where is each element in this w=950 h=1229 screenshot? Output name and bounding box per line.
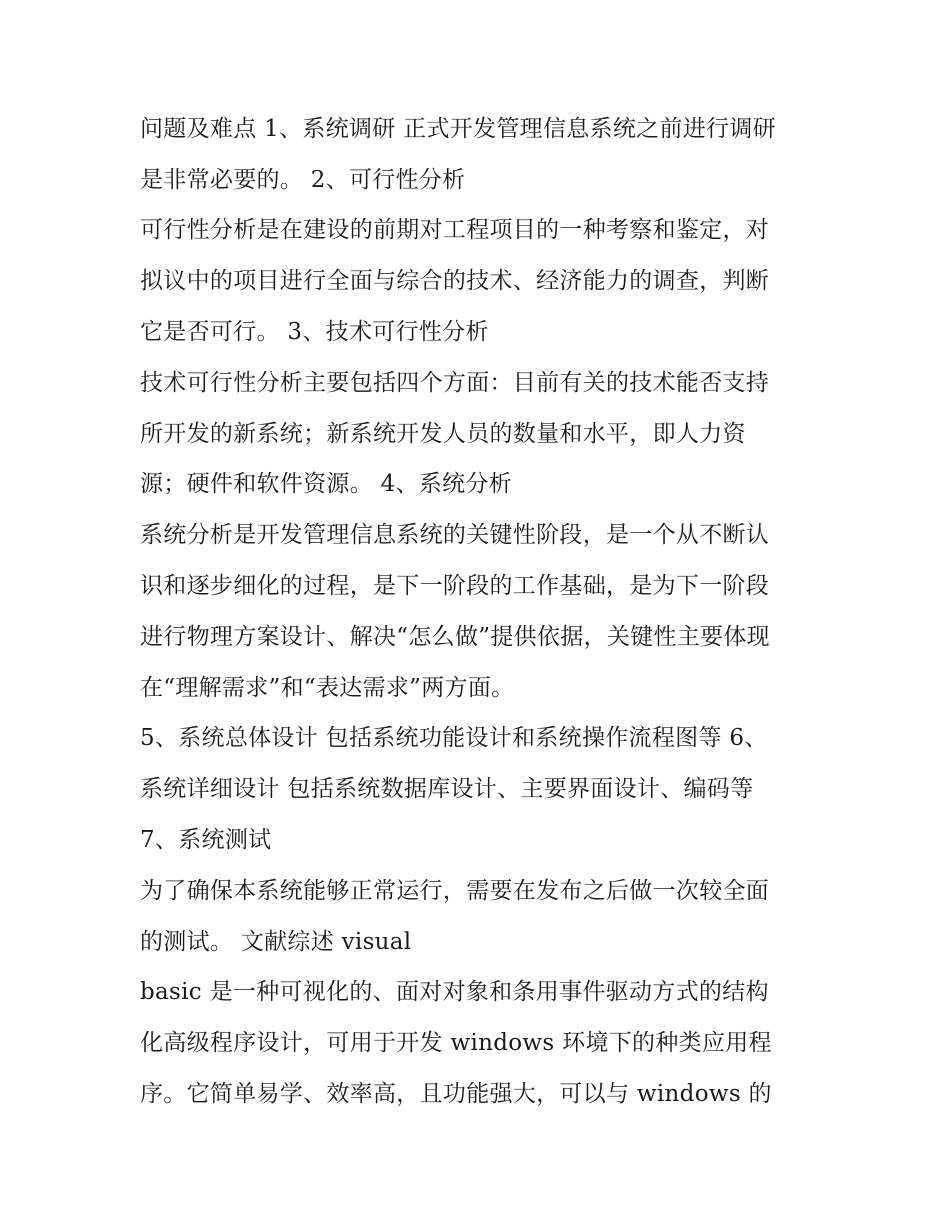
text-line: 在“理解需求”和“表达需求”两方面。: [140, 675, 515, 701]
text-line: 5、系统总体设计 包括系统功能设计和系统操作流程图等 6、: [140, 725, 768, 751]
text-line: 是非常必要的。 2、可行性分析: [140, 167, 466, 193]
text-line: 识和逐步细化的过程，是下一阶段的工作基础，是为下一阶段: [140, 573, 770, 599]
text-line: 进行物理方案设计、解决“怎么做”提供依据，关键性主要体现: [140, 624, 770, 650]
text-line: 序。它简单易学、效率高，且功能强大，可以与 windows 的: [140, 1081, 772, 1107]
text-line: 它是否可行。 3、技术可行性分析: [140, 319, 489, 345]
text-line: 所开发的新系统；新系统开发人员的数量和水平，即人力资: [140, 421, 746, 447]
text-line: 技术可行性分析主要包括四个方面：目前有关的技术能否支持: [140, 370, 770, 396]
text-line: 问题及难点 1、系统调研 正式开发管理信息系统之前进行调研: [140, 116, 776, 142]
text-line: 为了确保本系统能够正常运行，需要在发布之后做一次较全面: [140, 878, 770, 904]
text-line: 系统分析是开发管理信息系统的关键性阶段，是一个从不断认: [140, 522, 770, 548]
text-line: 源；硬件和软件资源。 4、系统分析: [140, 471, 513, 497]
text-line: 7、系统测试: [140, 827, 272, 853]
text-line: 系统详细设计 包括系统数据库设计、主要界面设计、编码等: [140, 776, 754, 802]
text-line: 的测试。 文献综述 visual: [140, 929, 412, 955]
text-line: 化高级程序设计，可用于开发 windows 环境下的种类应用程: [140, 1030, 772, 1056]
text-line: 拟议中的项目进行全面与综合的技术、经济能力的调查，判断: [140, 268, 770, 294]
text-line: 可行性分析是在建设的前期对工程项目的一种考察和鉴定，对: [140, 217, 770, 243]
text-line: basic 是一种可视化的、面对对象和条用事件驱动方式的结构: [140, 979, 769, 1005]
